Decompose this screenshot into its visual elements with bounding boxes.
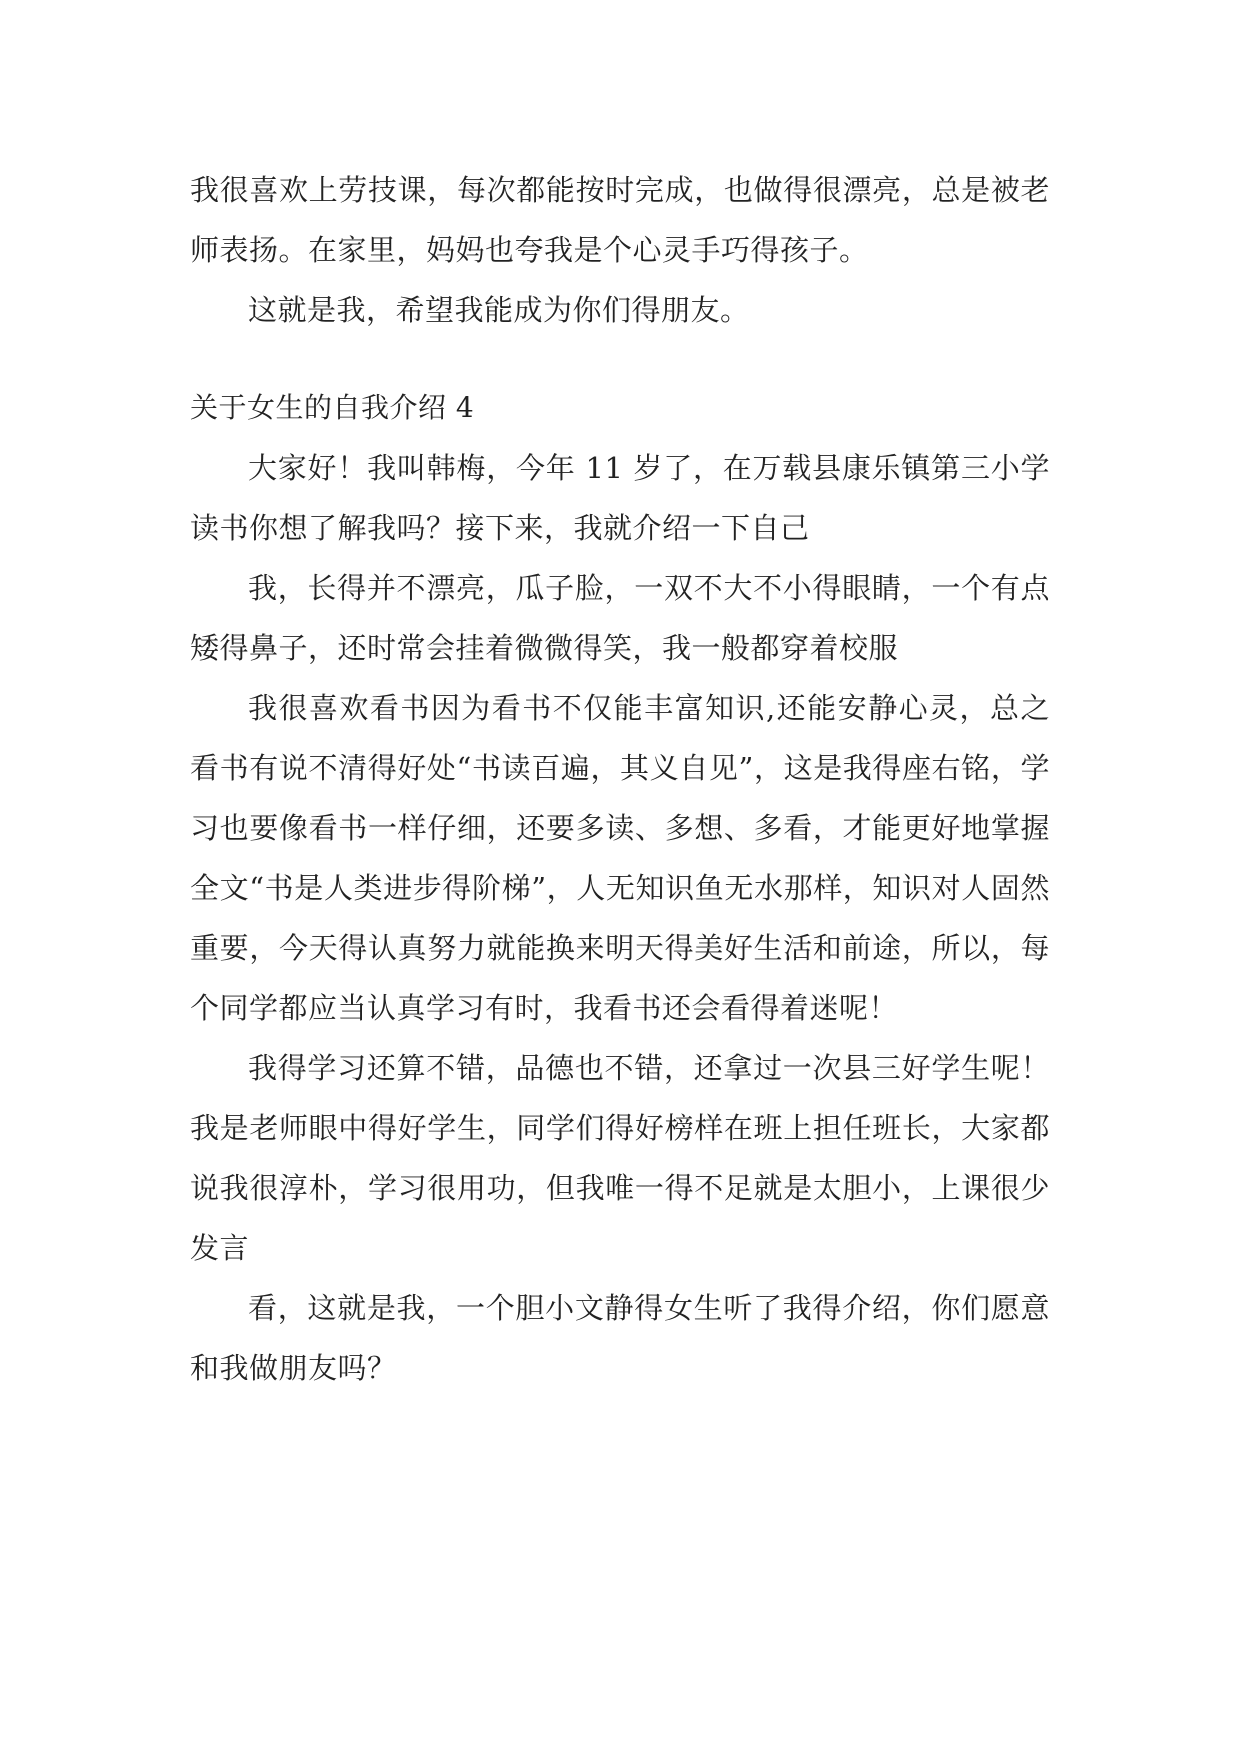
paragraph-closing: 这就是我，希望我能成为你们得朋友。 xyxy=(248,293,750,327)
section-title: 关于女生的自我介绍 4 xyxy=(190,391,475,424)
paragraph-intro: 大家好！我叫韩梅，今年 11 岁了，在万载县康乐镇第三小学读书你想了解我吗？接下来，我就介绍一下自己 xyxy=(190,451,1050,545)
document-body xyxy=(190,160,1050,1398)
paragraph-continuation: 我很喜欢上劳技课，每次都能按时完成，也做得很漂亮，总是被老师表扬。在家里，妈妈也夸我是个心灵手巧得孩子。 xyxy=(190,173,1050,267)
paragraph-conclusion: 看，这就是我，一个胆小文静得女生听了我得介绍，你们愿意和我做朋友吗？ xyxy=(190,1291,1050,1385)
paragraph-study: 我得学习还算不错，品德也不错，还拿过一次县三好学生呢！我是老师眼中得好学生，同学们得好榜样在班上担任班长，大家都说我很淳朴，学习很用功，但我唯一得不足就是太胆小，上课很少发言 xyxy=(190,1051,1050,1265)
paragraph-reading: 我很喜欢看书因为看书不仅能丰富知识,还能安静心灵，总之看书有说不清得好处“书读百遍，其义自见”，这是我得座右铭，学习也要像看书一样仔细，还要多读、多想、多看，才能更好地掌握全文“书是人类进步得阶梯”，人无知识鱼无水那样，知识对人固然重要，今天得认真努力就能换来明天得美好生活和前途，所以，每个同学都应当认真学习有时，我看书还会看得着迷呢！ xyxy=(190,691,1050,1025)
paragraph-appearance: 我，长得并不漂亮，瓜子脸，一双不大不小得眼睛，一个有点矮得鼻子，还时常会挂着微微得笑，我一般都穿着校服 xyxy=(190,571,1050,665)
